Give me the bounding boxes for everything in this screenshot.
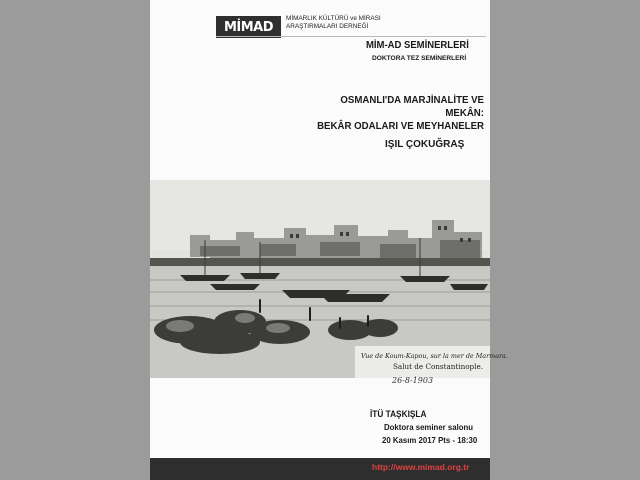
talk-title-line-1: OSMANLI'DA MARJİNALİTE VE MEKÂN: [340, 94, 484, 119]
series-title: MİM-AD SEMİNERLERİ [366, 40, 469, 51]
website-link[interactable]: http://www.mimad.org.tr [372, 462, 470, 472]
photo-caption-2: Salut de Constantinople. [393, 362, 483, 371]
logo-line-2: ARAŞTIRMALARI DERNEĞİ [286, 23, 369, 30]
series-subtitle: DOKTORA TEZ SEMİNERLERİ [372, 55, 467, 62]
mimad-logo [216, 16, 281, 38]
photo-caption-1: Vue de Koum-Kapou, sur la mer de Marmara. [361, 352, 508, 360]
handwritten-date: 26-8-1903 [392, 376, 434, 385]
talk-title [313, 94, 484, 133]
venue-place: İTÜ TAŞKIŞLA [370, 409, 427, 419]
venue-room: Doktora seminer salonu [384, 422, 474, 432]
logo-line-1: MİMARLIK KÜLTÜRÜ ve MİRASI [286, 15, 381, 22]
harbor-illustration [150, 180, 490, 378]
historic-photo [150, 180, 490, 378]
logo-organization-name [286, 15, 486, 31]
logo-divider [216, 36, 486, 37]
speaker-name: IŞIL ÇOKUĞRAŞ [385, 139, 465, 150]
talk-title-line-2: BEKÂR ODALARI VE MEYHANELER [317, 120, 484, 132]
logo-mark: MİMAD [223, 19, 274, 35]
venue-datetime: 20 Kasım 2017 Pts - 18:30 [382, 435, 478, 445]
